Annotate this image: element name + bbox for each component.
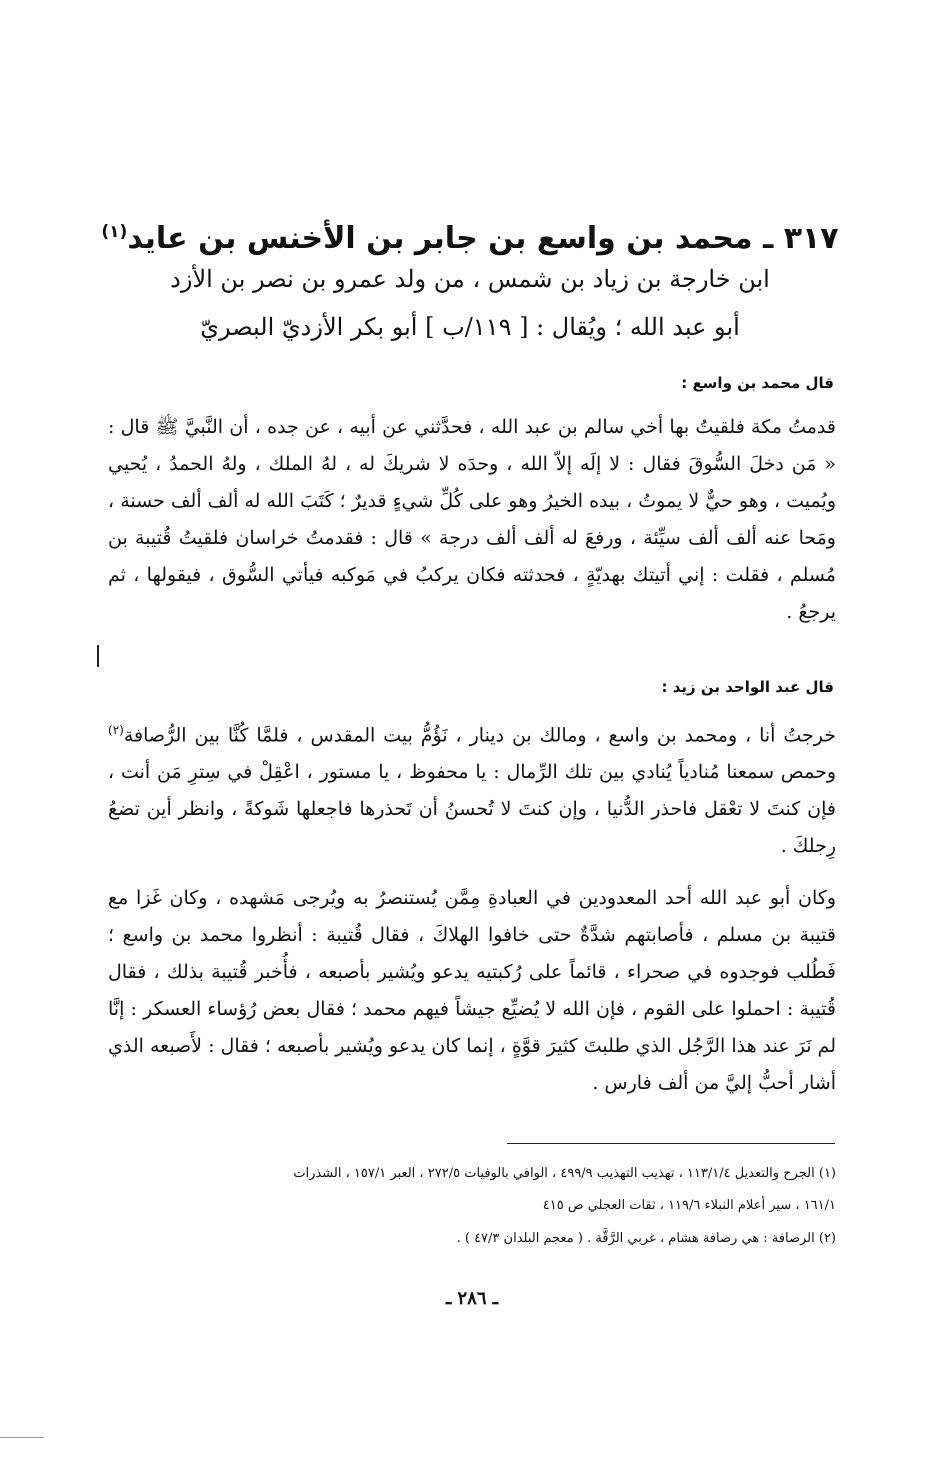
speaker-label-2: قال عبد الواحد بن زيد : bbox=[661, 678, 834, 696]
entry-title bbox=[100, 212, 840, 259]
text-cursor bbox=[97, 645, 99, 667]
scan-edge-mark bbox=[0, 1437, 44, 1438]
footnote-1-line-2: ١٦١/١ ، سير أعلام النبلاء ١١٩/٦ ، ثقات العجلي ص ٤١٥ bbox=[542, 1198, 836, 1213]
footnote-2: (٢) الرصافة : هي رصافة هشام ، غربي الرَّقَّة . ( معجم البلدان ٤٧/٣ ) . bbox=[456, 1231, 836, 1246]
footnote-1-line-1: (١) الجرح والتعديل ١١٣/١/٤ ، تهذيب التهذيب ٤٩٩/٩ ، الوافي بالوفيات ٢٧٢/٥ ، العبر ١٥٧/١ ، الشذرات bbox=[293, 1166, 836, 1181]
paragraph-1: قدمتُ مكة فلقيتُ بها أخي سالم بن عبد الله ، فحدَّثني عن أبيه ، عن جده ، أن النَّبيَّ ﷺ قال : « مَن دخلَ السُّوقَ فقال : لا إلَه إلاّ الله ، وحدَه لا شريكَ له ، لهُ الملك ، ولهُ الحمدُ ، يُحيي ويُميت ، وهو حيٌّ لا يموتُ ، بيده الخيرُ وهو على كُلِّ شيءٍ قديرٌ ؛ كَتَبَ الله له ألف ألف حسنة ، ومَحا عنه ألف ألف سيِّئة ، ورفعَ له ألف ألف درجة » قال : فقدمتُ خراسان فلقيتُ قُتيبة بن مُسلم ، فقلت : إني أتيتك بهديّةٍ ، فحدثته فكان يركبُ في مَوكبه فيأتي السُّوق ، فيقولها ، ثم يرجعُ . bbox=[108, 416, 836, 623]
paragraph-3: وكان أبو عبد الله أحد المعدودين في العبادةِ مِمَّن يُستنصرُ به ويُرجى مَشهده ، وكان غَزا مع قتيبة بن مسلم ، فأصابتهم شدَّةٌ حتى خافوا الهلاكَ ، فقال قُتيبة : أنظروا محمد بن واسع ؛ فَطُلب فوجدوه في صحراء ، قائماً على رُكبتيه يدعو ويُشير بأصبعه ، فأُخبر قُتيبة بذلك ، فقال قُتيبة : احملوا على القوم ، فإن الله لا يُضيِّع جيشاً فيهم محمد ؛ فقال بعض رُؤساء العسكر : إنَّا لم نَرَ عند هذا الرَّجُل الذي طلبتَ كثيرَ قوَّةٍ ، إنما كان يدعو ويُشير بأصبعه ؛ فقال : لأَصبعه الذي أشار أحبُّ إليَّ من ألف فارس . bbox=[108, 887, 836, 1094]
entry-title-text: ٣١٧ ـ محمد بن واسع بن جابر بن الأخنس بن عايد bbox=[127, 221, 839, 256]
page-number: ـ ٢٨٦ ـ bbox=[445, 1288, 499, 1309]
paragraph-2 bbox=[108, 712, 836, 865]
paragraph-2-text-a: خرجتُ أنا ، ومحمد بن واسع ، ومالك بن دينار ، نَؤُمُّ بيت المقدس ، فلمَّا كُنَّا بين الرُّصافة bbox=[123, 724, 836, 747]
footnote-ref-2[interactable]: (٢) bbox=[108, 723, 124, 737]
entry-kunya: أبو عبد الله ؛ ويُقال : [ ١١٩/ب ] أبو بكر الأزديّ البصريّ bbox=[200, 313, 740, 341]
footnote-separator bbox=[507, 1143, 835, 1144]
entry-lineage: ابن خارجة بن زياد بن شمس ، من ولد عمرو بن نصر بن الأزد bbox=[170, 265, 770, 293]
paragraph-2-text-b: وحمص سمعنا مُنادياً يُنادي بين تلك الرِّمال : يا محفوظ ، يا مستور ، اعْقِلْ في سِترِ مَن أنت ، فإن كنتَ لا تعْقل فاحذر الدُّنيا ، وإن كنتَ لا تُحسنُ أن تَحذرها فاجعلها شَوكةً ، وانظر أين تضعُ رِجلكَ . bbox=[108, 761, 836, 858]
speaker-label-1: قال محمد بن واسع : bbox=[681, 374, 834, 392]
footnote-ref-1[interactable]: (١) bbox=[101, 222, 128, 242]
